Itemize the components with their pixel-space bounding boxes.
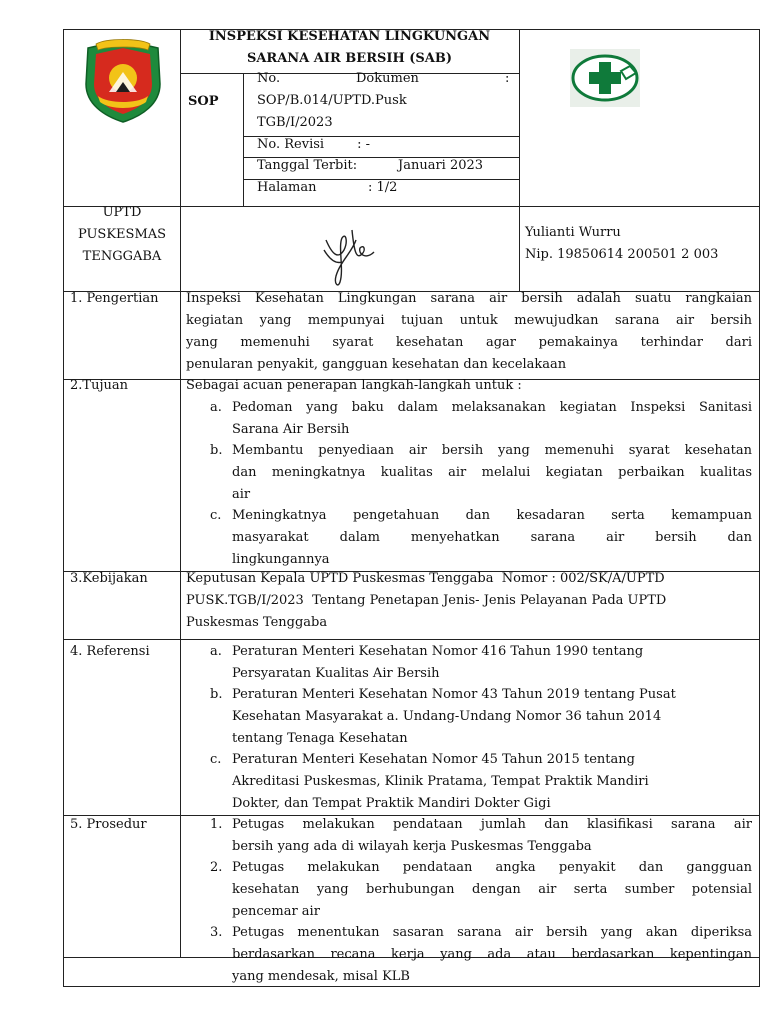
section-label-referensi: 4. Referensi — [70, 644, 150, 659]
list-marker: a. — [210, 400, 222, 415]
list-item: Akreditasi Puskesmas, Klinik Pratama, Tempat Praktik Mandiri — [232, 774, 649, 789]
org-line-2: PUSKESMAS — [77, 227, 167, 242]
list-item: air — [232, 487, 251, 502]
list-marker: 2. — [210, 860, 223, 875]
list-item: lingkungannya — [232, 552, 330, 567]
issue-date-value: Januari 2023 — [398, 158, 484, 173]
list-item: pencemar air — [232, 904, 320, 919]
section-label-pengertian: 1. Pengertian — [70, 291, 159, 306]
sop-column-divider — [243, 73, 244, 206]
org-line-1: UPTD — [102, 205, 142, 220]
pengertian-line: yang memenuhi syarat kesehatan agar pemakainya terhindar dari — [186, 335, 752, 350]
page-value: : 1/2 — [368, 180, 398, 195]
list-item: Petugas melakukan pendataan jumlah dan klasifikasi sarana air — [232, 817, 752, 832]
list-item: Kesehatan Masyarakat a. Undang-Undang Nomor 36 tahun 2014 — [232, 709, 662, 724]
handwritten-signature — [316, 210, 386, 290]
section-label-tujuan: 2.Tujuan — [70, 378, 128, 393]
kebijakan-line: Keputusan Kepala UPTD Puskesmas Tenggaba Nomor : 002/SK/A/UPTD — [186, 571, 665, 586]
puskesmas-cross-logo — [570, 49, 640, 107]
dokumen-number: SOP/B.014/UPTD.Pusk — [257, 93, 407, 108]
list-item: Peraturan Menteri Kesehatan Nomor 45 Tahun 2015 tentang — [232, 752, 635, 767]
list-marker: 1. — [210, 817, 223, 832]
list-item: masyarakat dalam menyehatkan sarana air bersih dan — [232, 530, 752, 545]
org-line-3: TENGGABA — [82, 249, 162, 264]
document-title: INSPEKSI KESEHATAN LINGKUNGAN — [208, 29, 491, 44]
list-marker: 3. — [210, 925, 223, 940]
list-item: Pedoman yang baku dalam melaksanakan kegiatan Inspeksi Sanitasi — [232, 400, 752, 415]
pengertian-line: Inspeksi Kesehatan Lingkungan sarana air bersih adalah suatu rangkaian — [186, 291, 752, 306]
kebijakan-line: Puskesmas Tenggaba — [186, 615, 328, 630]
list-item: Persyaratan Kualitas Air Bersih — [232, 666, 440, 681]
issue-date-label: Tanggal Terbit: — [257, 158, 358, 173]
list-marker: b. — [210, 443, 223, 458]
list-item: dan meningkatnya kualitas air melalui kegiatan perbaikan kualitas — [232, 465, 752, 480]
section-label-prosedur: 5. Prosedur — [70, 817, 147, 832]
list-item: tentang Tenaga Kesehatan — [232, 731, 408, 746]
signer-name: Yulianti Wurru — [525, 225, 621, 240]
list-marker: c. — [210, 508, 222, 523]
list-item: Petugas menentukan sasaran sarana air bersih yang akan diperiksa — [232, 925, 752, 940]
list-item: Peraturan Menteri Kesehatan Nomor 43 Tahun 2019 tentang Pusat — [232, 687, 676, 702]
signer-nip: Nip. 19850614 200501 2 003 — [525, 247, 719, 262]
list-item: Meningkatnya pengetahuan dan kesadaran serta kemampuan — [232, 508, 752, 523]
list-item: Sarana Air Bersih — [232, 422, 350, 437]
dokumen-label-2: Dokumen — [356, 71, 419, 86]
list-item: Dokter, dan Tempat Praktik Mandiri Dokter Gigi — [232, 796, 551, 811]
label-column-divider — [180, 30, 181, 957]
kebijakan-line: PUSK.TGB/I/2023 Tentang Penetapan Jenis- Jenis Pelayanan Pada UPTD — [186, 593, 667, 608]
sop-document — [63, 29, 760, 987]
right-column-divider — [519, 30, 520, 291]
dokumen-number-2: TGB/I/2023 — [257, 115, 333, 130]
dokumen-label: No. — [257, 71, 281, 86]
document-subtitle: SARANA AIR BERSIH (SAB) — [246, 51, 453, 66]
list-item: Peraturan Menteri Kesehatan Nomor 416 Tahun 1990 tentang — [232, 644, 644, 659]
page-label: Halaman — [257, 180, 317, 195]
pengertian-line: penularan penyakit, gangguan kesehatan dan kecelakaan — [186, 357, 567, 372]
list-marker: c. — [210, 752, 222, 767]
sop-label: SOP — [188, 94, 219, 109]
list-item: berdasarkan recana kerja yang ada atau berdasarkan kepentingan — [232, 947, 752, 962]
list-item: yang mendesak, misal KLB — [232, 969, 410, 984]
list-item: kesehatan yang berhubungan dengan air serta sumber potensial — [232, 882, 752, 897]
tujuan-intro: Sebagai acuan penerapan langkah-langkah untuk : — [186, 378, 522, 393]
list-item: bersih yang ada di wilayah kerja Puskesmas Tenggaba — [232, 839, 592, 854]
list-marker: b. — [210, 687, 223, 702]
regency-crest-logo — [76, 34, 170, 124]
list-marker: a. — [210, 644, 222, 659]
dokumen-colon: : — [505, 71, 510, 86]
section-label-kebijakan: 3.Kebijakan — [70, 571, 148, 586]
pengertian-line: kegiatan yang mempunyai tujuan untuk mewujudkan sarana air bersih — [186, 313, 752, 328]
revision-number: No. Revisi : - — [257, 137, 371, 152]
list-item: Petugas melakukan pendataan angka penyakit dan gangguan — [232, 860, 752, 875]
list-item: Membantu penyediaan air bersih yang memenuhi syarat kesehatan — [232, 443, 752, 458]
